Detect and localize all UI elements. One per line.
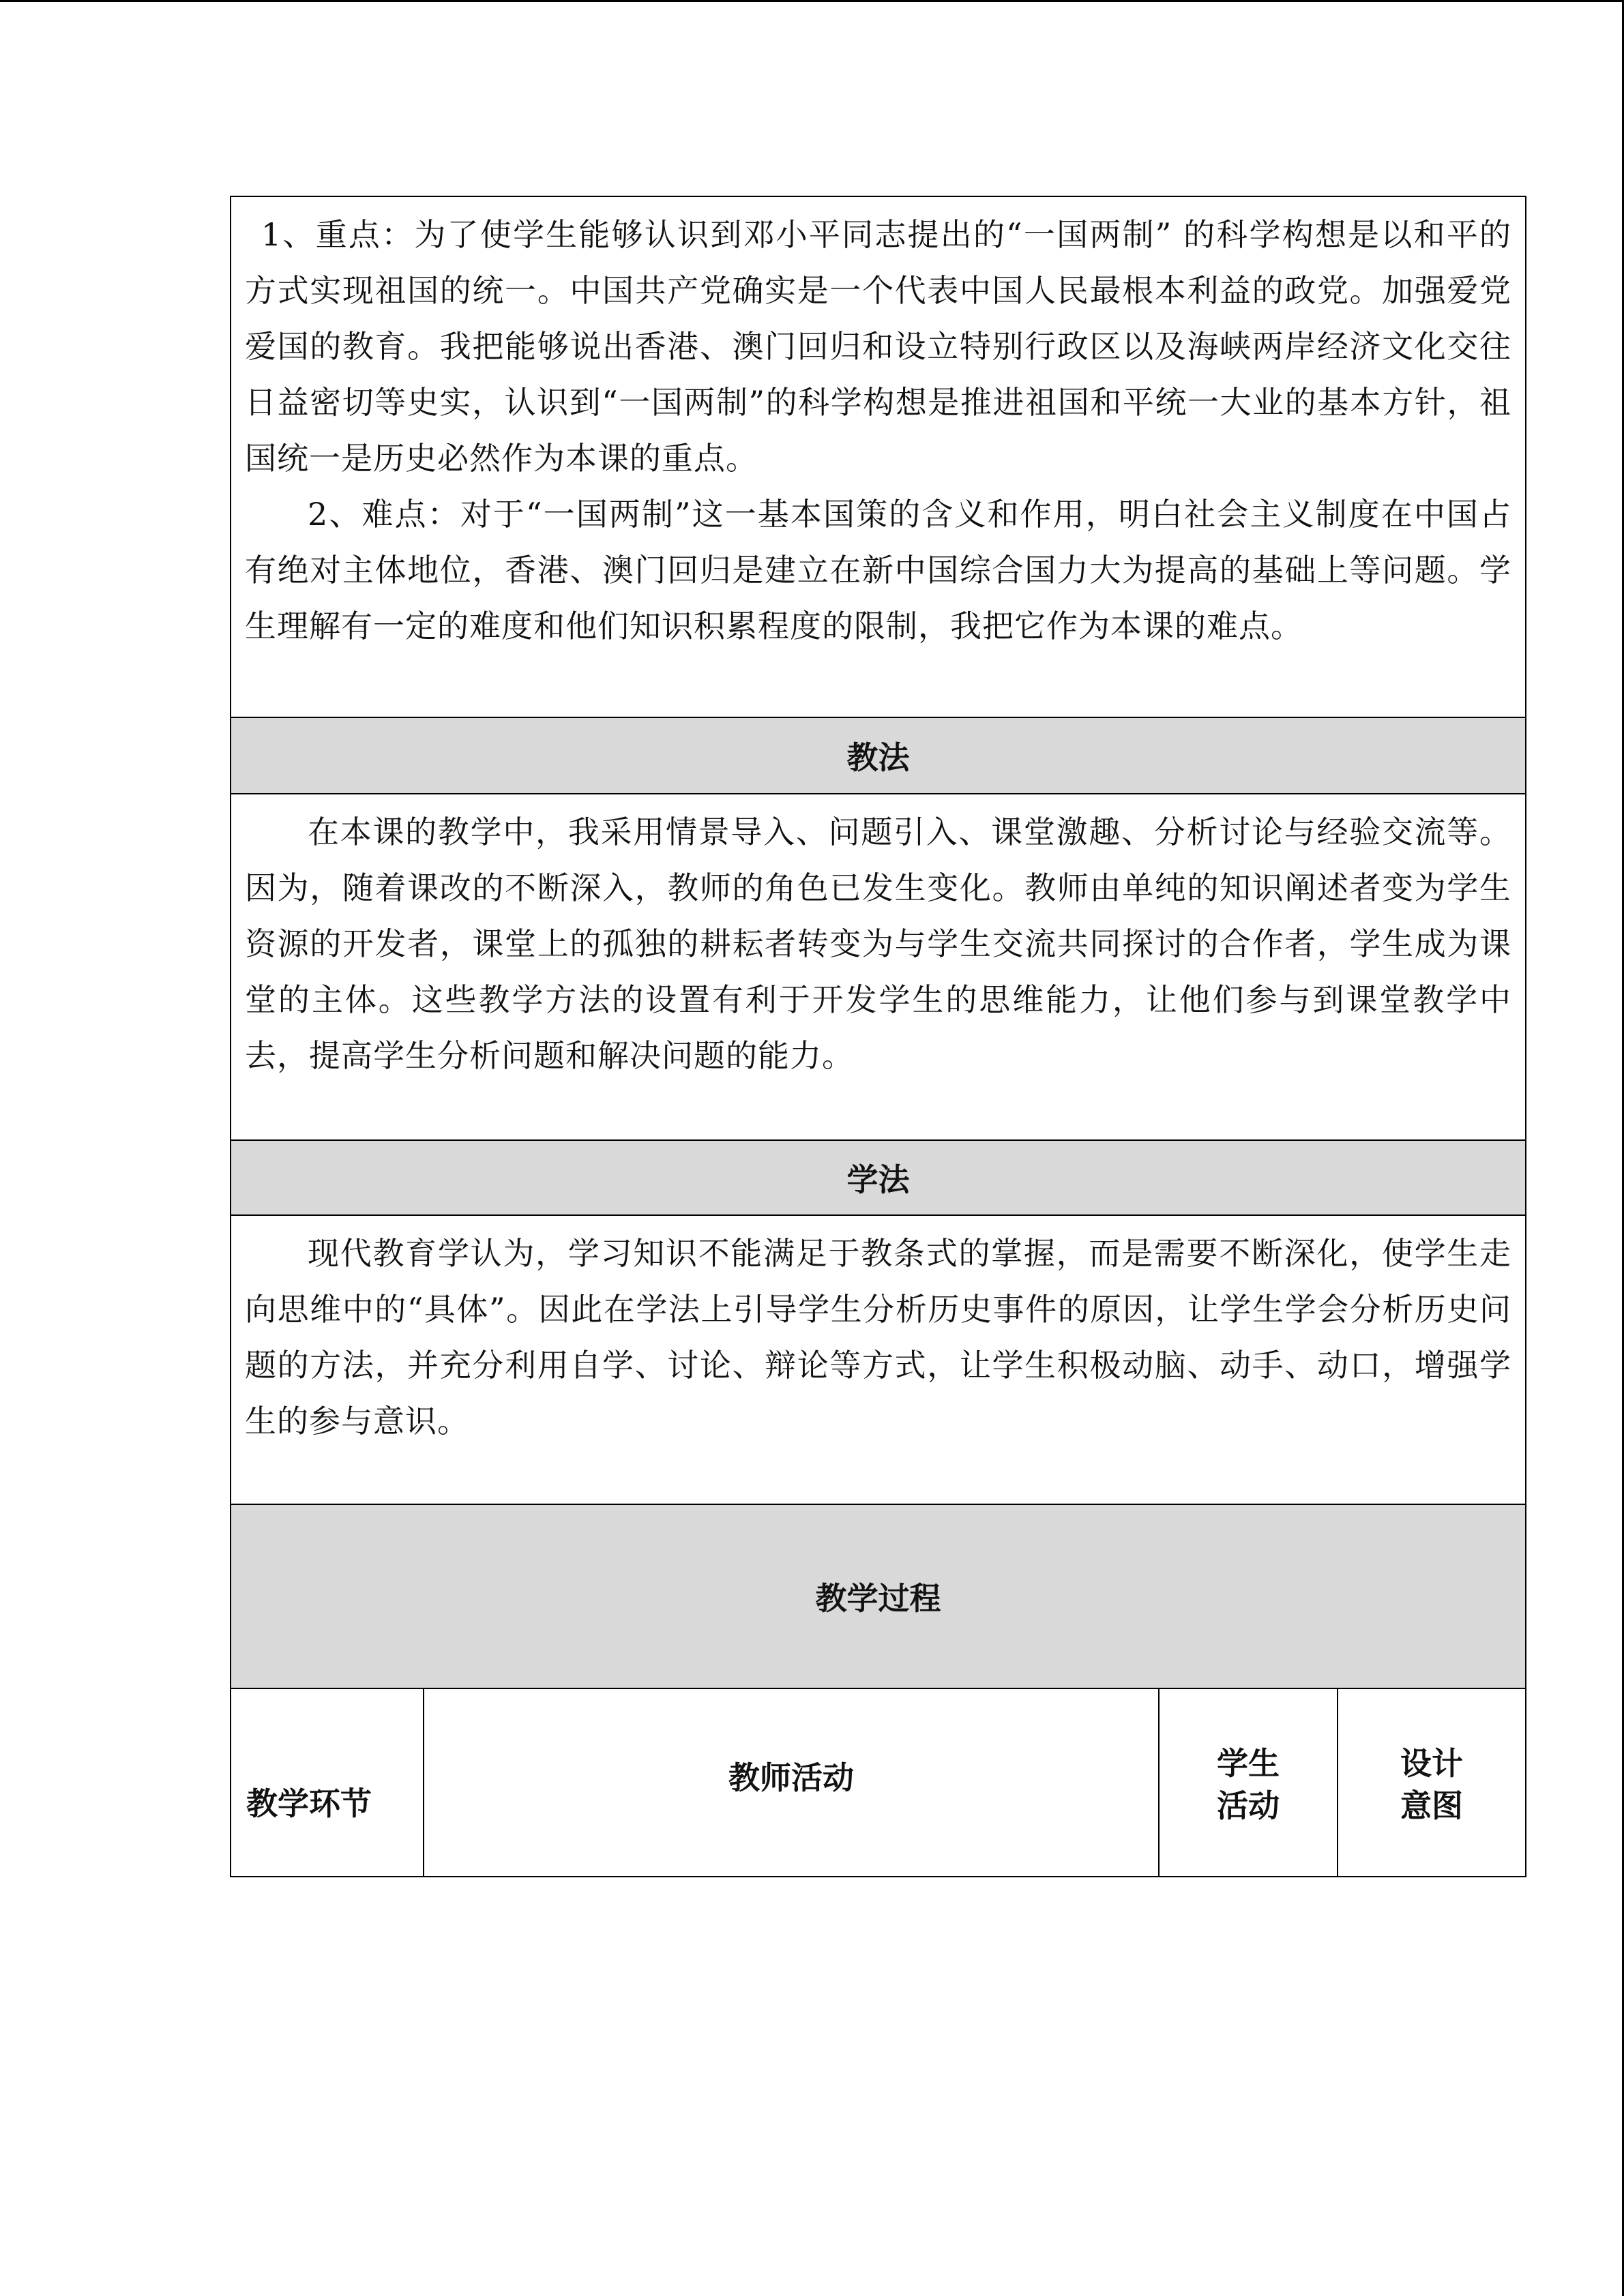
process-header-row bbox=[231, 1504, 1526, 1688]
process-columns-row bbox=[231, 1688, 1526, 1877]
learning-method-row bbox=[231, 1215, 1526, 1504]
page-top-border bbox=[0, 0, 1624, 2]
learning-method-cell bbox=[231, 1215, 1526, 1504]
process-title: 教学过程 bbox=[231, 1504, 1526, 1688]
teaching-method-row bbox=[231, 794, 1526, 1140]
column-header-intent-line1: 设计 bbox=[1400, 1745, 1464, 1782]
teaching-method-title: 教法 bbox=[231, 717, 1526, 794]
column-header-teacher: 教师活动 bbox=[424, 1688, 1159, 1877]
key-points-row bbox=[231, 196, 1526, 717]
column-header-student-line2: 活动 bbox=[1217, 1787, 1280, 1824]
teaching-method-header-row bbox=[231, 717, 1526, 794]
difficulty-paragraph: 2、难点：对于“一国两制”这一基本国策的含义和作用，明白社会主义制度在中国占有绝对主体地位，香港、澳门回归是建立在新中国综合国力大为提高的基础上等问题。学生理解有一定的难度和他们知识积累程度的限制，我把它作为本课的难点。 bbox=[245, 496, 1512, 644]
learning-method-text: 现代教育学认为，学习知识不能满足于教条式的掌握，而是需要不断深化，使学生走向思维中的“具体”。因此在学法上引导学生分析历史事件的原因，让学生学会分析历史问题的方法，并充分利用自学、讨论、辩论等方式，让学生积极动脑、动手、动口，增强学生的参与意识。 bbox=[245, 1235, 1512, 1440]
column-header-intent-line2: 意图 bbox=[1400, 1787, 1464, 1824]
teaching-method-cell bbox=[231, 794, 1526, 1140]
teaching-method-text: 在本课的教学中，我采用情景导入、问题引入、课堂激趣、分析讨论与经验交流等。因为，随着课改的不断深入，教师的角色已发生变化。教师由单纯的知识阐述者变为学生资源的开发者，课堂上的孤独的耕耘者转变为与学生交流共同探讨的合作者，学生成为课堂的主体。这些教学方法的设置有利于开发学生的思维能力，让他们参与到课堂教学中去，提高学生分析问题和解决问题的能力。 bbox=[245, 814, 1512, 1074]
learning-method-title: 学法 bbox=[231, 1140, 1526, 1215]
column-header-student-line1: 学生 bbox=[1217, 1745, 1280, 1782]
learning-method-header-row bbox=[231, 1140, 1526, 1215]
column-header-intent bbox=[1338, 1688, 1526, 1877]
key-points-cell bbox=[231, 196, 1526, 717]
column-header-stage: 教学环节 bbox=[231, 1688, 424, 1877]
key-point-paragraph: 1、重点：为了使学生能够认识到邓小平同志提出的“一国两制” 的科学构想是以和平的方式实现祖国的统一。中国共产党确实是一个代表中国人民最根本利益的政党。加强爱党爱国的教育。我把能够说出香港、澳门回归和设立特别行政区以及海峡两岸经济文化交往日益密切等史实，认识到“一国两制”的科学构想是推进祖国和平统一大业的基本方针，祖国统一是历史必然作为本课的重点。 bbox=[245, 216, 1512, 477]
column-header-student bbox=[1159, 1688, 1338, 1877]
lesson-plan-table bbox=[230, 196, 1526, 1877]
